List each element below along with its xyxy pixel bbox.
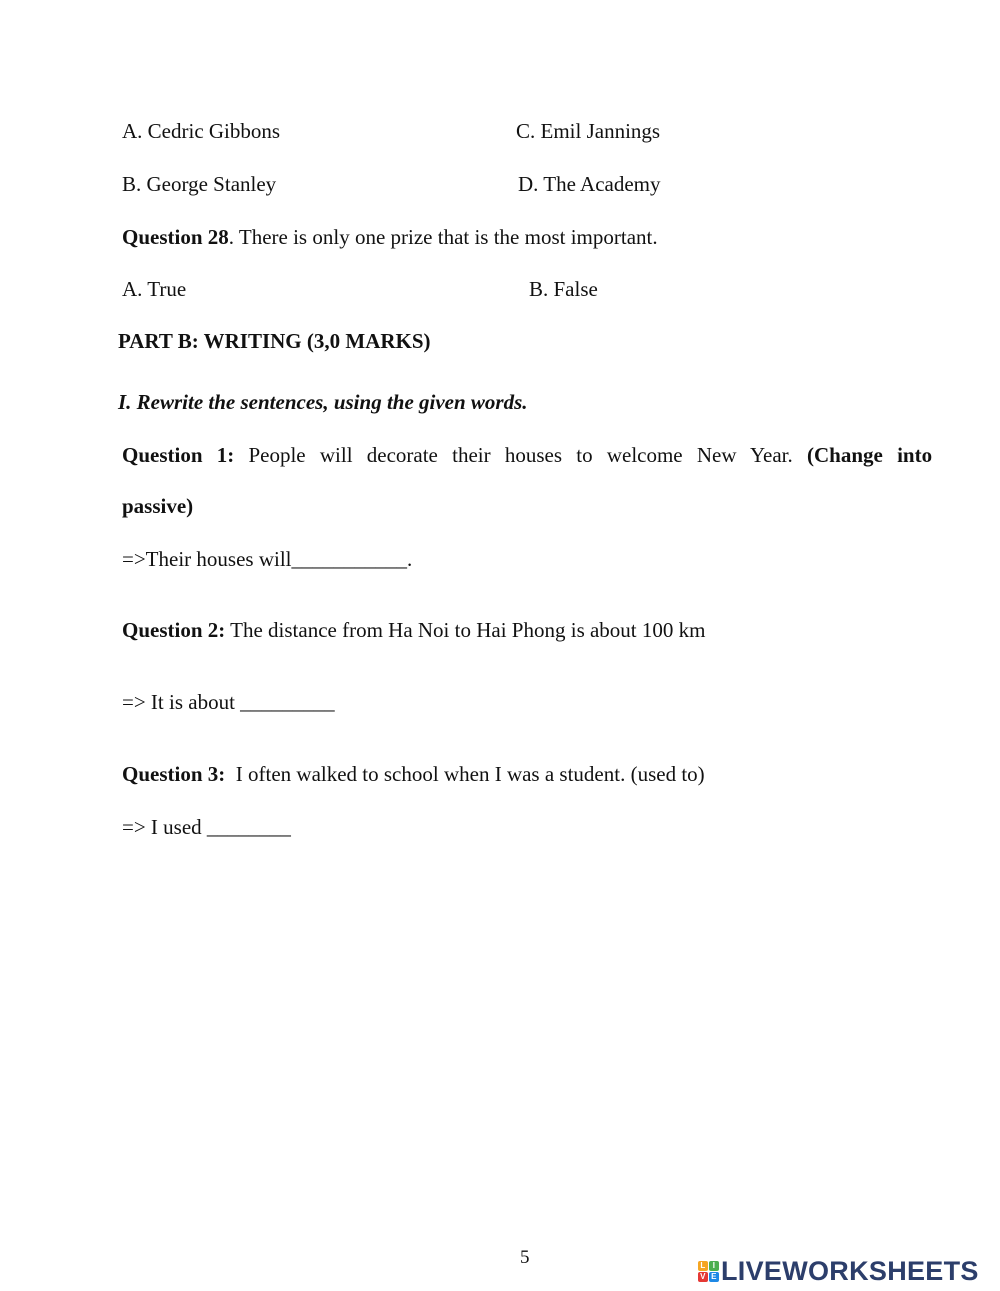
- writing-q1-word: to: [576, 443, 593, 467]
- liveworksheets-logo-text: LIVEWORKSHEETS: [721, 1255, 979, 1286]
- writing-question-3: [122, 764, 705, 785]
- question-28-label: Question 28: [122, 225, 229, 249]
- q27-option-d: D. The Academy: [518, 172, 661, 196]
- writing-q2-answer-line[interactable]: => It is about _________: [122, 690, 335, 714]
- logo-mark-tile: L: [698, 1261, 708, 1271]
- writing-question-2: [122, 620, 705, 641]
- q28-option-a: A. True: [122, 277, 187, 301]
- writing-q1-word: will: [319, 443, 353, 467]
- writing-q1-word: decorate: [366, 443, 438, 467]
- q27-option-b: B. George Stanley: [122, 172, 277, 196]
- writing-q3-answer-line[interactable]: => I used ________: [122, 815, 291, 839]
- writing-q1-hint-continued: passive): [122, 494, 194, 518]
- section-1-instruction: I. Rewrite the sentences, using the given words.: [118, 390, 528, 414]
- logo-mark-tile: I: [709, 1261, 719, 1271]
- part-b-heading: PART B: WRITING (3,0 MARKS): [118, 329, 431, 353]
- writing-question-1: [122, 443, 932, 468]
- writing-q1-answer-line[interactable]: =>Their houses will___________.: [122, 547, 413, 571]
- liveworksheets-logo: [698, 1256, 979, 1286]
- question-28: [122, 227, 658, 248]
- writing-q1-word: Year.: [749, 443, 793, 467]
- q27-option-c: C. Emil Jannings: [516, 119, 661, 143]
- writing-q1-word: houses: [504, 443, 563, 467]
- writing-q1-word: welcome: [606, 443, 683, 467]
- question-28-text: . There is only one prize that is the most important.: [228, 225, 658, 249]
- writing-q3-text: I often walked to school when I was a student. (used to): [225, 762, 705, 786]
- writing-q2-label: Question 2:: [122, 618, 226, 642]
- logo-mark-tile: V: [698, 1272, 708, 1282]
- writing-q1-hint: (Change: [807, 443, 883, 467]
- writing-q1-label: Question 1:: [122, 443, 235, 467]
- writing-q1-word: New: [696, 443, 737, 467]
- q28-option-b: B. False: [529, 277, 598, 301]
- q27-option-a: A. Cedric Gibbons: [122, 119, 281, 143]
- writing-q1-word: People: [248, 443, 306, 467]
- page-number: 5: [520, 1247, 530, 1268]
- writing-q2-text: The distance from Ha Noi to Hai Phong is about 100 km: [225, 618, 706, 642]
- writing-q1-word: their: [452, 443, 491, 467]
- writing-q1-hint: into: [897, 443, 933, 467]
- liveworksheets-logo-icon: [698, 1261, 719, 1282]
- writing-q3-label: Question 3:: [122, 762, 226, 786]
- logo-mark-tile: E: [709, 1272, 719, 1282]
